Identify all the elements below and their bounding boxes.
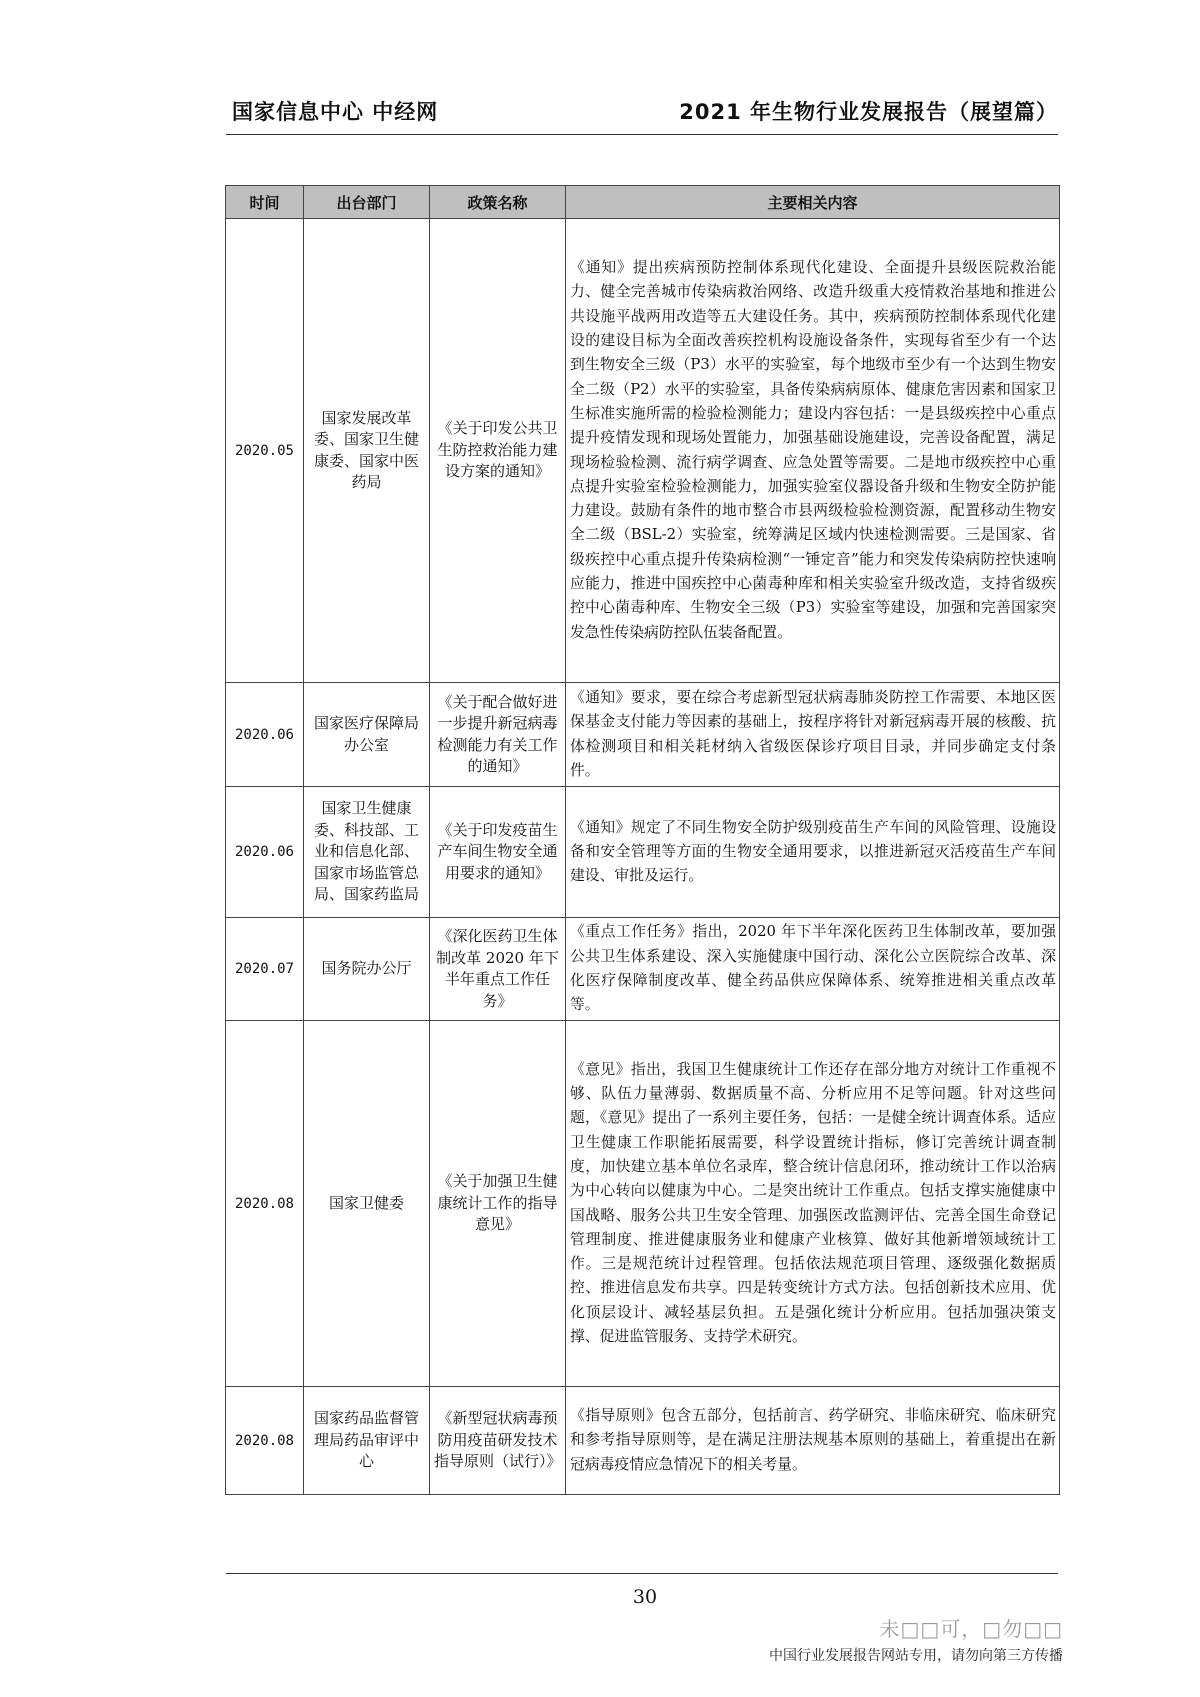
- table-row: [226, 1387, 1060, 1495]
- col-header-policy-name: 政策名称: [430, 186, 566, 219]
- cell-department: 国家卫健委: [304, 1021, 430, 1387]
- header-divider: [226, 134, 1058, 135]
- table-row: [226, 219, 1060, 683]
- col-header-main-content: 主要相关内容: [566, 186, 1060, 219]
- cell-time: 2020.05: [226, 219, 304, 683]
- cell-time: 2020.07: [226, 918, 304, 1021]
- cell-time: 2020.08: [226, 1387, 304, 1495]
- footer-distribution-note: 中国行业发展报告网站专用，请勿向第三方传播: [769, 1648, 1063, 1664]
- cell-department: 国家发展改革委、国家卫生健康委、国家中医药局: [304, 219, 430, 683]
- cell-policy-name: 《深化医药卫生体制改革 2020 年下半年重点工作任务》: [430, 918, 566, 1021]
- policy-table: [225, 185, 1060, 1495]
- cell-department: 国家医疗保障局办公室: [304, 683, 430, 787]
- cell-time: 2020.08: [226, 1021, 304, 1387]
- watermark-stamp: 未□□可，□勿□□: [879, 1617, 1063, 1641]
- cell-content: 《重点工作任务》指出，2020 年下半年深化医药卫生体制改革，要加强公共卫生体系建设、深入实施健康中国行动、深化公立医院综合改革、深化医疗保障制度改革、健全药品供应保障体系、统筹推进相关重点改革等。: [566, 918, 1060, 1021]
- table-row: [226, 1021, 1060, 1387]
- table-header-row: [226, 186, 1060, 219]
- cell-content: 《通知》提出疾病预防控制体系现代化建设、全面提升县级医院救治能力、健全完善城市传染病救治网络、改造升级重大疫情救治基地和推进公共设施平战两用改造等五大建设任务。其中，疾病预防控制体系现代化建设的建设目标为全面改善疾控机构设施设备条件，实现每省至少有一个达到生物安全三级（P3）水平的实验室，每个地级市至少有一个达到生物安全二级（P2）水平的实验室，具备传染病病原体、健康危害因素和国家卫生标准实施所需的检验检测能力；建设内容包括：一是县级疾控中心重点提升疫情发现和现场处置能力，加强基础设施建设，完善设备配置，满足现场检验检测、流行病学调查、应急处置等需要。二是地市级疾控中心重点提升实验室检验检测能力，加强实验室仪器设备升级和生物安全防护能力建设。鼓励有条件的地市整合市县两级检验检测资源，配置移动生物安全二级（BSL-2）实验室，统筹满足区域内快速检测需要。三是国家、省级疾控中心重点提升传染病检测“一锤定音”能力和突发传染病防控快速响应能力，推进中国疾控中心菌毒种库和相关实验室升级改造，支持省级疾控中心菌毒种库、生物安全三级（P3）实验室等建设，加强和完善国家突发急性传染病防控队伍装备配置。: [566, 219, 1060, 683]
- cell-time: 2020.06: [226, 683, 304, 787]
- header-report-title: 2021 年生物行业发展报告（展望篇）: [679, 100, 1058, 124]
- cell-policy-name: 《关于加强卫生健康统计工作的指导意见》: [430, 1021, 566, 1387]
- table-row: [226, 918, 1060, 1021]
- cell-policy-name: 《关于印发疫苗生产车间生物安全通用要求的通知》: [430, 787, 566, 918]
- cell-department: 国家药品监督管理局药品审评中心: [304, 1387, 430, 1495]
- cell-department: 国家卫生健康委、科技部、工业和信息化部、国家市场监管总局、国家药监局: [304, 787, 430, 918]
- footer-divider: [226, 1573, 1058, 1574]
- page-number: 30: [632, 1586, 658, 1608]
- cell-policy-name: 《新型冠状病毒预防用疫苗研发技术指导原则（试行）》: [430, 1387, 566, 1495]
- cell-content: 《通知》规定了不同生物安全防护级别疫苗生产车间的风险管理、设施设备和安全管理等方面的生物安全通用要求，以推进新冠灭活疫苗生产车间建设、审批及运行。: [566, 787, 1060, 918]
- cell-time: 2020.06: [226, 787, 304, 918]
- table-row: [226, 787, 1060, 918]
- cell-content: 《指导原则》包含五部分，包括前言、药学研究、非临床研究、临床研究和参考指导原则等，是在满足注册法规基本原则的基础上，着重提出在新冠病毒疫情应急情况下的相关考量。: [566, 1387, 1060, 1495]
- table-row: [226, 683, 1060, 787]
- col-header-department: 出台部门: [304, 186, 430, 219]
- col-header-time: 时间: [226, 186, 304, 219]
- cell-policy-name: 《关于配合做好进一步提升新冠病毒检测能力有关工作的通知》: [430, 683, 566, 787]
- cell-content: 《通知》要求，要在综合考虑新型冠状病毒肺炎防控工作需要、本地区医保基金支付能力等因素的基础上，按程序将针对新冠病毒开展的核酸、抗体检测项目和相关耗材纳入省级医保诊疗项目目录，并同步确定支付条件。: [566, 683, 1060, 787]
- cell-content: 《意见》指出，我国卫生健康统计工作还存在部分地方对统计工作重视不够、队伍力量薄弱、数据质量不高、分析应用不足等问题。针对这些问题，《意见》提出了一系列主要任务，包括：一是健全统计调查体系。适应卫生健康工作职能拓展需要，科学设置统计指标，修订完善统计调查制度，加快建立基本单位名录库，整合统计信息闭环，推动统计工作以治病为中心转向以健康为中心。二是突出统计工作重点。包括支撑实施健康中国战略、服务公共卫生安全管理、加强医改监测评估、完善全国生命登记管理制度、推进健康服务业和健康产业核算、做好其他新增领域统计工作。三是规范统计过程管理。包括依法规范项目管理、逐级强化数据质控、推进信息发布共享。四是转变统计方式方法。包括创新技术应用、优化顶层设计、减轻基层负担。五是强化统计分析应用。包括加强决策支撑、促进监管服务、支持学术研究。: [566, 1021, 1060, 1387]
- cell-department: 国务院办公厅: [304, 918, 430, 1021]
- cell-policy-name: 《关于印发公共卫生防控救治能力建设方案的通知》: [430, 219, 566, 683]
- header-org: 国家信息中心 中经网: [232, 100, 439, 124]
